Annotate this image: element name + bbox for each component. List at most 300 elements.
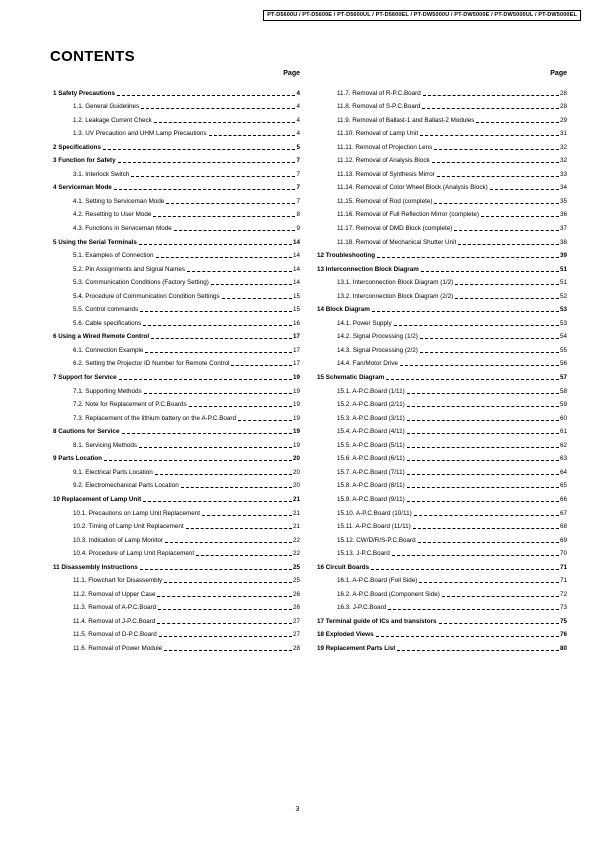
- toc-dot-leader: [231, 365, 292, 366]
- toc-dot-leader: [119, 379, 292, 380]
- toc-entry[interactable]: [53, 463, 300, 477]
- toc-dot-leader: [407, 447, 559, 448]
- toc-entry-label: 14.3. Signal Processing (2/2): [337, 346, 418, 354]
- toc-entry[interactable]: [53, 599, 300, 613]
- toc-dot-leader: [145, 352, 292, 353]
- toc-dot-leader: [397, 650, 559, 651]
- toc-entry-page: 15: [292, 292, 300, 300]
- toc-entry[interactable]: [317, 206, 567, 220]
- toc-entry-page: 76: [559, 631, 567, 639]
- toc-entry-page: 71: [559, 577, 567, 585]
- toc-entry-label: 11.12. Removal of Analysis Block: [337, 157, 430, 165]
- toc-entry-page: 28: [559, 89, 567, 97]
- toc-entry-page: 33: [559, 170, 567, 178]
- toc-entry-page: 72: [559, 590, 567, 598]
- toc-entry-label: 11.6. Removal of Power Module: [73, 644, 163, 652]
- toc-entry-page: 36: [559, 211, 567, 219]
- toc-entry[interactable]: [53, 138, 300, 152]
- toc-entry-label: 16.2. A-P.C.Board (Component Side): [337, 590, 440, 598]
- toc-entry[interactable]: [53, 179, 300, 193]
- toc-entry[interactable]: [317, 423, 567, 437]
- toc-entry-page: 9: [296, 225, 300, 233]
- toc-entry[interactable]: [53, 206, 300, 220]
- toc-entry-label: 5.1. Examples of Connection: [73, 252, 154, 260]
- toc-entry-label: 6.1. Connection Example: [73, 346, 144, 354]
- toc-entry-page: 19: [292, 428, 300, 436]
- toc-entry-page: 37: [559, 225, 567, 233]
- toc-entry-page: 4: [296, 89, 300, 97]
- toc-dot-leader: [181, 487, 292, 488]
- toc-dot-leader: [439, 623, 559, 624]
- toc-entry-page: 35: [559, 197, 567, 205]
- toc-entry-page: 15: [292, 306, 300, 314]
- toc-entry-label: 4 Serviceman Mode: [53, 184, 112, 192]
- toc-entry[interactable]: [317, 355, 567, 369]
- toc-entry[interactable]: [53, 612, 300, 626]
- toc-entry-label: 9.1. Electrical Parts Location: [73, 468, 153, 476]
- toc-dot-leader: [143, 325, 292, 326]
- toc-entry[interactable]: [317, 450, 567, 464]
- toc-entry[interactable]: [317, 599, 567, 613]
- toc-entry-label: 8.1. Servicing Methods: [73, 441, 138, 449]
- toc-dot-leader: [154, 122, 296, 123]
- toc-entry-label: 16 Circuit Boards: [317, 563, 370, 571]
- toc-entry[interactable]: [317, 368, 567, 382]
- toc-entry[interactable]: [53, 545, 300, 559]
- toc-entry-label: 1.1. General Guidelines: [73, 103, 140, 111]
- page-number: 3: [295, 806, 300, 813]
- toc-entry-label: 10 Replacement of Lamp Unit: [53, 495, 142, 503]
- toc-dot-leader: [156, 257, 292, 258]
- toc-entry-page: 63: [559, 455, 567, 463]
- toc-entry-label: 9.2. Electromechanical Parts Location: [73, 482, 179, 490]
- toc-entry[interactable]: [317, 341, 567, 355]
- toc-entry[interactable]: [53, 396, 300, 410]
- toc-dot-leader: [211, 284, 292, 285]
- toc-entry[interactable]: [53, 233, 300, 247]
- toc-entry[interactable]: [53, 260, 300, 274]
- toc-dot-leader: [407, 460, 559, 461]
- toc-entry[interactable]: [317, 165, 567, 179]
- toc-dot-leader: [131, 176, 295, 177]
- toc-entry[interactable]: [317, 409, 567, 423]
- toc-dot-leader: [117, 95, 296, 96]
- toc-entry[interactable]: [53, 626, 300, 640]
- toc-entry-page: 14: [292, 252, 300, 260]
- toc-entry-page: 27: [292, 617, 300, 625]
- toc-entry[interactable]: [53, 409, 300, 423]
- toc-entry[interactable]: [53, 477, 300, 491]
- toc-dot-leader: [157, 623, 292, 624]
- toc-entry[interactable]: [53, 314, 300, 328]
- toc-entry-label: 13 Interconnection Block Diagram: [317, 265, 419, 273]
- toc-entry-label: 14.2. Signal Processing (1/2): [337, 333, 418, 341]
- toc-entry-page: 32: [559, 143, 567, 151]
- toc-entry[interactable]: [317, 436, 567, 450]
- toc-entry[interactable]: [53, 287, 300, 301]
- toc-entry-label: 8 Cautions for Service: [53, 428, 120, 436]
- toc-entry-page: 19: [292, 387, 300, 395]
- toc-entry-page: 4: [296, 116, 300, 124]
- toc-entry[interactable]: [53, 341, 300, 355]
- page-column-label: Page: [550, 70, 567, 77]
- toc-entry[interactable]: [53, 328, 300, 342]
- toc-entry-page: 68: [559, 523, 567, 531]
- toc-entry[interactable]: [53, 504, 300, 518]
- toc-entry-page: 25: [292, 563, 300, 571]
- toc-entry-page: 28: [292, 644, 300, 652]
- toc-entry-label: 10.1. Precautions on Lamp Unit Replacement: [73, 509, 201, 517]
- toc-entry-label: 19 Replacement Parts List: [317, 644, 396, 652]
- toc-entry-page: 21: [292, 523, 300, 531]
- toc-entry[interactable]: [53, 355, 300, 369]
- toc-entry[interactable]: [317, 192, 567, 206]
- toc-entry[interactable]: [53, 490, 300, 504]
- toc-entry-label: 11.15. Removal of Rod (complete): [337, 197, 433, 205]
- toc-entry-label: 6 Using a Wired Remote Control: [53, 333, 150, 341]
- toc-entry-page: 57: [559, 374, 567, 382]
- toc-entry-label: 7 Support for Service: [53, 374, 117, 382]
- toc-entry-label: 11.3. Removal of A-P.C.Board: [73, 604, 157, 612]
- toc-entry-label: 5.6. Cable specifications: [73, 319, 142, 327]
- toc-entry[interactable]: [53, 152, 300, 166]
- toc-entry-label: 10.2. Timing of Lamp Unit Replacement: [73, 523, 184, 531]
- toc-entry-page: 17: [292, 333, 300, 341]
- toc-entry-label: 10.4. Procedure of Lamp Unit Replacement: [73, 550, 195, 558]
- toc-entry-label: 1 Safety Precautions: [53, 89, 115, 97]
- toc-entry[interactable]: [53, 518, 300, 532]
- toc-dot-leader: [437, 176, 559, 177]
- toc-entry-label: 9 Parts Location: [53, 455, 102, 463]
- toc-entry[interactable]: [317, 396, 567, 410]
- toc-entry-page: 80: [559, 644, 567, 652]
- toc-entry-label: 4.1. Setting to Serviceman Mode: [73, 197, 165, 205]
- toc-entry[interactable]: [53, 558, 300, 572]
- toc-entry-page: 66: [559, 495, 567, 503]
- toc-entry[interactable]: [53, 382, 300, 396]
- toc-entry[interactable]: [317, 639, 567, 653]
- toc-entry-label: 11 Disassembly Instructions: [53, 563, 138, 571]
- toc-entry[interactable]: [317, 125, 567, 139]
- toc-entry-page: 19: [292, 414, 300, 422]
- toc-dot-leader: [140, 569, 292, 570]
- toc-dot-leader: [458, 244, 559, 245]
- toc-entry[interactable]: [53, 450, 300, 464]
- toc-entry-label: 4.2. Resetting to User Mode: [73, 211, 152, 219]
- toc-entry-page: 71: [559, 563, 567, 571]
- toc-entry-label: 1.2. Leakage Current Check: [73, 116, 152, 124]
- toc-entry[interactable]: [317, 463, 567, 477]
- toc-entry-label: 15.6. A-P.C.Board (6/11): [337, 455, 405, 463]
- toc-entry-page: 58: [559, 387, 567, 395]
- toc-entry[interactable]: [317, 301, 567, 315]
- toc-entry-page: 28: [559, 103, 567, 111]
- toc-entry-label: 15.1. A-P.C.Board (1/11): [337, 387, 405, 395]
- toc-entry-page: 29: [559, 116, 567, 124]
- toc-dot-leader: [143, 501, 292, 502]
- toc-dot-leader: [420, 135, 559, 136]
- toc-dot-leader: [407, 393, 559, 394]
- toc-entry-page: 19: [292, 401, 300, 409]
- toc-entry[interactable]: [53, 247, 300, 261]
- toc-entry[interactable]: [317, 626, 567, 640]
- toc-entry[interactable]: [53, 111, 300, 125]
- toc-dot-leader: [202, 515, 292, 516]
- toc-entry[interactable]: [317, 531, 567, 545]
- toc-entry-page: 17: [292, 346, 300, 354]
- toc-entry-label: 11.14. Removal of Color Wheel Block (Analysis Block): [337, 184, 488, 192]
- toc-entry[interactable]: [317, 572, 567, 586]
- toc-dot-leader: [419, 582, 559, 583]
- toc-dot-leader: [392, 555, 559, 556]
- toc-dot-leader: [371, 569, 559, 570]
- toc-dot-leader: [407, 420, 559, 421]
- toc-entry-page: 34: [559, 184, 567, 192]
- toc-entry[interactable]: [317, 504, 567, 518]
- toc-entry-page: 7: [296, 197, 300, 205]
- toc-entry-page: 31: [559, 130, 567, 138]
- toc-entry-label: 11.17. Removal of DMD Block (complete): [337, 225, 453, 233]
- toc-entry-label: 11.4. Removal of J-P.C.Board: [73, 617, 156, 625]
- toc-entry-page: 7: [296, 157, 300, 165]
- toc-dot-leader: [434, 203, 559, 204]
- toc-entry-label: 15.12. CW/D/R/S-P.C.Board: [337, 536, 416, 544]
- toc-entry-page: 20: [292, 482, 300, 490]
- toc-entry-label: 17 Terminal guide of ICs and transistors: [317, 617, 437, 625]
- toc-entry[interactable]: [53, 125, 300, 139]
- toc-entry-label: 11.11. Removal of Projection Lens: [337, 143, 433, 151]
- toc-entry[interactable]: [317, 477, 567, 491]
- toc-entry-label: 3 Function for Safety: [53, 157, 116, 165]
- toc-entry[interactable]: [317, 287, 567, 301]
- toc-entry-label: 13.2. Interconnection Block Diagram (2/2): [337, 292, 454, 300]
- toc-dot-leader: [386, 379, 559, 380]
- toc-entry-page: 62: [559, 441, 567, 449]
- toc-dot-leader: [189, 406, 292, 407]
- toc-entry-label: 15.13. J-P.C.Board: [337, 550, 390, 558]
- toc-entry-label: 11.5. Removal of D-P.C.Board: [73, 631, 157, 639]
- toc-dot-leader: [372, 311, 559, 312]
- toc-entry[interactable]: [317, 247, 567, 261]
- toc-entry[interactable]: [317, 219, 567, 233]
- toc-entry-page: 54: [559, 333, 567, 341]
- toc-dot-leader: [114, 189, 296, 190]
- toc-entry-page: 26: [292, 604, 300, 612]
- toc-dot-leader: [155, 474, 292, 475]
- toc-entry[interactable]: [317, 260, 567, 274]
- toc-dot-leader: [238, 420, 292, 421]
- toc-entry-page: 22: [292, 550, 300, 558]
- page-title: CONTENTS: [50, 48, 135, 65]
- toc-dot-leader: [139, 447, 292, 448]
- toc-entry-label: 13.1. Interconnection Block Diagram (1/2): [337, 279, 454, 287]
- toc-entry-label: 4.3. Functions in Serviceman Mode: [73, 225, 172, 233]
- toc-entry[interactable]: [317, 138, 567, 152]
- toc-dot-leader: [413, 528, 559, 529]
- toc-entry[interactable]: [53, 585, 300, 599]
- toc-entry-page: 20: [292, 468, 300, 476]
- toc-entry[interactable]: [317, 545, 567, 559]
- toc-entry-label: 15.4. A-P.C.Board (4/11): [337, 428, 405, 436]
- toc-dot-leader: [407, 433, 559, 434]
- toc-entry-label: 14.1. Power Supply: [337, 319, 392, 327]
- toc-entry[interactable]: [317, 328, 567, 342]
- toc-dot-leader: [414, 515, 559, 516]
- toc-entry[interactable]: [53, 301, 300, 315]
- toc-dot-leader: [376, 636, 559, 637]
- toc-entry-page: 16: [292, 319, 300, 327]
- toc-entry-label: 5 Using the Serial Terminals: [53, 238, 137, 246]
- toc-entry-page: 21: [292, 509, 300, 517]
- toc-entry-page: 32: [559, 157, 567, 165]
- toc-entry-page: 17: [292, 360, 300, 368]
- toc-entry-page: 67: [559, 509, 567, 517]
- toc-entry-page: 22: [292, 536, 300, 544]
- toc-entry-page: 55: [559, 346, 567, 354]
- toc-entry[interactable]: [53, 531, 300, 545]
- toc-entry-label: 5.2. Pin Assignments and Signal Names: [73, 265, 186, 273]
- toc-dot-leader: [418, 542, 559, 543]
- toc-entry[interactable]: [53, 423, 300, 437]
- toc-entry[interactable]: [53, 192, 300, 206]
- toc-entry-page: 52: [559, 292, 567, 300]
- toc-entry[interactable]: [53, 98, 300, 112]
- toc-entry[interactable]: [53, 274, 300, 288]
- toc-entry-page: 59: [559, 401, 567, 409]
- toc-dot-leader: [186, 528, 292, 529]
- toc-entry-label: 11.8. Removal of S-P.C.Board: [337, 103, 421, 111]
- toc-entry[interactable]: [53, 219, 300, 233]
- toc-dot-leader: [158, 609, 292, 610]
- toc-dot-leader: [122, 433, 292, 434]
- toc-dot-leader: [166, 203, 295, 204]
- toc-entry-page: 53: [559, 319, 567, 327]
- toc-entry-page: 21: [292, 495, 300, 503]
- toc-entry[interactable]: [317, 585, 567, 599]
- toc-dot-leader: [423, 95, 559, 96]
- toc-dot-leader: [222, 298, 292, 299]
- toc-entry-page: 20: [292, 455, 300, 463]
- toc-dot-leader: [407, 474, 559, 475]
- toc-entry-label: 5.5. Control commands: [73, 306, 139, 314]
- toc-entry-label: 11.18. Removal of Mechanical Shutter Unit: [337, 238, 457, 246]
- toc-entry-label: 5.3. Communication Conditions (Factory Setting): [73, 279, 209, 287]
- toc-dot-leader: [151, 338, 292, 339]
- toc-dot-leader: [153, 216, 295, 217]
- toc-entry[interactable]: [53, 639, 300, 653]
- toc-list-right: [317, 84, 567, 653]
- toc-dot-leader: [407, 406, 559, 407]
- toc-entry-label: 1.3. UV Precaution and UHM Lamp Precautions: [73, 130, 207, 138]
- toc-entry-page: 73: [559, 604, 567, 612]
- toc-entry[interactable]: [53, 572, 300, 586]
- toc-entry-label: 7.2. Note for Replacement of P.C.Boards: [73, 401, 187, 409]
- toc-entry-label: 15.8. A-P.C.Board (8/11): [337, 482, 405, 490]
- toc-dot-leader: [104, 460, 292, 461]
- toc-dot-leader: [159, 636, 292, 637]
- toc-entry-label: 14.4. Fan/Motor Drive: [337, 360, 398, 368]
- toc-entry-label: 14 Block Diagram: [317, 306, 370, 314]
- toc-entry[interactable]: [317, 490, 567, 504]
- toc-entry-label: 11.2. Removal of Upper Case: [73, 590, 156, 598]
- toc-entry-page: 70: [559, 550, 567, 558]
- toc-entry[interactable]: [53, 84, 300, 98]
- toc-entry[interactable]: [317, 382, 567, 396]
- toc-entry-page: 64: [559, 468, 567, 476]
- toc-dot-leader: [377, 257, 559, 258]
- toc-entry[interactable]: [317, 233, 567, 247]
- toc-entry[interactable]: [317, 558, 567, 572]
- toc-entry[interactable]: [53, 368, 300, 382]
- toc-dot-leader: [144, 393, 292, 394]
- toc-dot-leader: [421, 271, 559, 272]
- toc-entry-page: 65: [559, 482, 567, 490]
- toc-entry[interactable]: [317, 518, 567, 532]
- toc-dot-leader: [187, 271, 292, 272]
- toc-entry[interactable]: [53, 165, 300, 179]
- toc-entry-label: 16.3. J-P.C.Board: [337, 604, 387, 612]
- toc-entry-label: 16.1. A-P.C.Board (Foil Side): [337, 577, 418, 585]
- toc-entry-page: 61: [559, 428, 567, 436]
- toc-entry-label: 18 Exploded Views: [317, 631, 374, 639]
- toc-dot-leader: [432, 162, 559, 163]
- toc-entry[interactable]: [317, 274, 567, 288]
- toc-dot-leader: [420, 352, 559, 353]
- toc-dot-leader: [490, 189, 559, 190]
- toc-entry-page: 51: [559, 279, 567, 287]
- toc-dot-leader: [174, 230, 296, 231]
- toc-dot-leader: [481, 216, 559, 217]
- toc-dot-leader: [422, 108, 559, 109]
- toc-entry[interactable]: [317, 98, 567, 112]
- toc-entry[interactable]: [317, 152, 567, 166]
- toc-entry-label: 7.1. Supporting Methods: [73, 387, 142, 395]
- toc-entry[interactable]: [317, 314, 567, 328]
- toc-entry-page: 51: [559, 265, 567, 273]
- toc-dot-leader: [141, 108, 295, 109]
- toc-dot-leader: [407, 487, 559, 488]
- toc-entry-label: 3.1. Interlock Switch: [73, 170, 130, 178]
- toc-dot-leader: [394, 325, 559, 326]
- toc-entry[interactable]: [317, 612, 567, 626]
- toc-entry[interactable]: [317, 179, 567, 193]
- toc-entry-page: 4: [296, 130, 300, 138]
- toc-entry[interactable]: [317, 84, 567, 98]
- toc-entry-page: 4: [296, 103, 300, 111]
- toc-entry-label: 11.1. Flowchart for Disassembly: [73, 577, 163, 585]
- toc-dot-leader: [455, 284, 559, 285]
- toc-entry-label: 15.10. A-P.C.Board (10/11): [337, 509, 412, 517]
- toc-entry[interactable]: [53, 436, 300, 450]
- toc-entry-label: 15.11. A-P.C.Board (11/11): [337, 523, 411, 531]
- toc-entry-page: 19: [292, 441, 300, 449]
- toc-dot-leader: [476, 122, 559, 123]
- toc-dot-leader: [140, 311, 292, 312]
- toc-entry-page: 56: [559, 360, 567, 368]
- toc-entry-label: 11.10. Removal of Lamp Unit: [337, 130, 419, 138]
- toc-column-right: [317, 70, 567, 653]
- page-column-label: Page: [283, 70, 300, 77]
- toc-entry-page: 26: [292, 590, 300, 598]
- toc-entry-label: 15.2. A-P.C.Board (2/11): [337, 401, 405, 409]
- toc-entry-label: 10.3. Indication of Lamp Monitor: [73, 536, 163, 544]
- toc-entry-label: 15.7. A-P.C.Board (7/11): [337, 468, 405, 476]
- toc-entry-label: 11.16. Removal of Full Reflection Mirror (complete): [337, 211, 479, 219]
- toc-entry-page: 27: [292, 631, 300, 639]
- toc-dot-leader: [164, 650, 292, 651]
- toc-entry[interactable]: [317, 111, 567, 125]
- toc-dot-leader: [196, 555, 292, 556]
